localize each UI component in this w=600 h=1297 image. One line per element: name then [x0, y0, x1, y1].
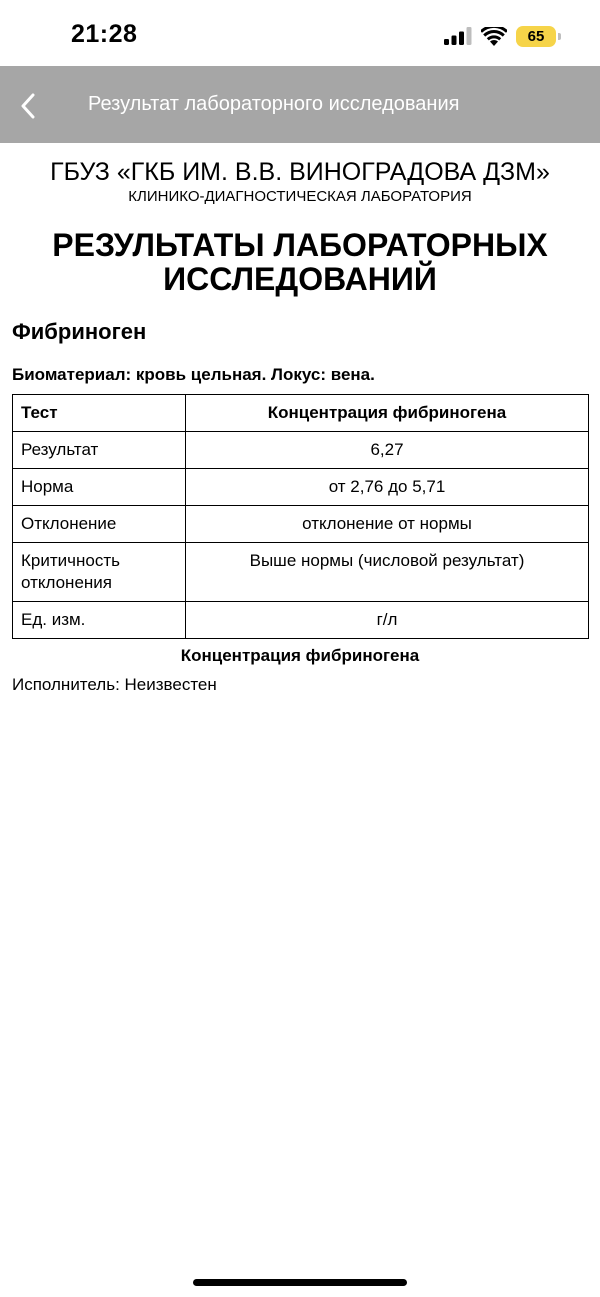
status-bar: [0, 0, 600, 66]
laboratory-name: КЛИНИКО-ДИАГНОСТИЧЕСКАЯ ЛАБОРАТОРИЯ: [128, 188, 472, 205]
test-name: Фибриноген: [12, 319, 147, 344]
header-value-cell: Концентрация фибриногена: [186, 395, 589, 432]
table-row: [13, 602, 589, 639]
table-row: [13, 506, 589, 543]
battery-tip: [558, 33, 561, 40]
chevron-left-icon: [20, 93, 36, 119]
row-value: от 2,76 до 5,71: [186, 469, 589, 506]
report-title: РЕЗУЛЬТАТЫ ЛАБОРАТОРНЫХ ИССЛЕДОВАНИЙ: [52, 227, 548, 297]
page-title: Результат лабораторного исследования: [88, 93, 460, 115]
status-time: 21:28: [71, 20, 138, 48]
battery-level: 65: [527, 27, 545, 45]
biomaterial-info: Биоматериал: кровь цельная. Локус: вена.: [12, 365, 375, 384]
row-label: Отклонение: [13, 506, 186, 543]
organization-name: ГБУЗ «ГКБ ИМ. В.В. ВИНОГРАДОВА ДЗМ»: [50, 158, 550, 186]
home-indicator[interactable]: [193, 1279, 407, 1286]
row-label: Критичность отклонения: [13, 543, 186, 602]
table-row: [13, 543, 589, 602]
back-button[interactable]: [8, 86, 48, 126]
status-icons: [444, 24, 556, 48]
row-value: 6,27: [186, 432, 589, 469]
results-table: [12, 394, 589, 639]
nav-header: [0, 66, 600, 143]
table-caption: Концентрация фибриногена: [180, 646, 420, 665]
row-value: отклонение от нормы: [186, 506, 589, 543]
table-header-row: [13, 395, 589, 432]
row-value: Выше нормы (числовой результат): [186, 543, 589, 602]
row-label: Результат: [13, 432, 186, 469]
battery-indicator: [516, 26, 556, 47]
table-row: [13, 432, 589, 469]
row-label: Норма: [13, 469, 186, 506]
lab-report-document: [12, 143, 588, 695]
row-label: Ед. изм.: [13, 602, 186, 639]
wifi-icon: [481, 27, 507, 46]
row-value: г/л: [186, 602, 589, 639]
cellular-signal-icon: [444, 27, 472, 45]
performer-info: Исполнитель: Неизвестен: [12, 675, 217, 694]
header-label-cell: Тест: [13, 395, 186, 432]
table-row: [13, 469, 589, 506]
